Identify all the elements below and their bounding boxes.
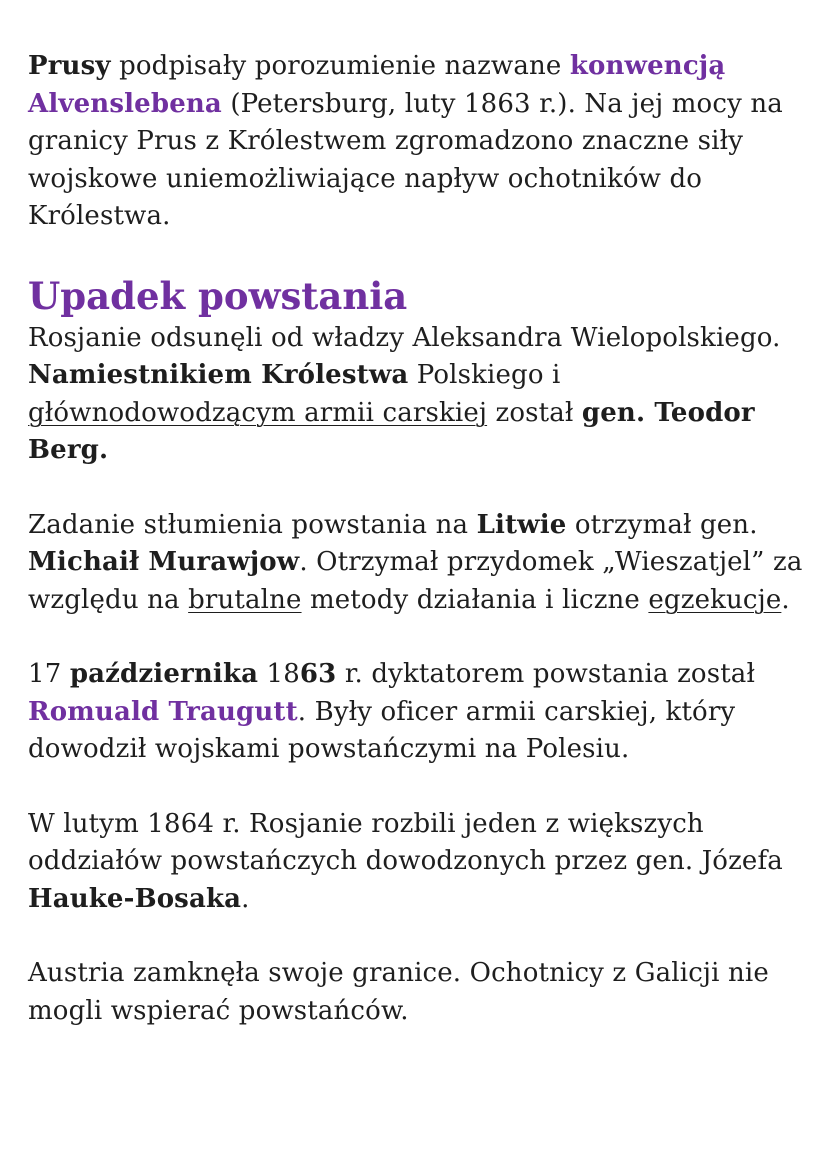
text-segment: W lutym 1864 r. Rosjanie rozbili jeden z większych oddziałów powstańczych dowodzonych przez gen. Józefa xyxy=(28,808,783,876)
term-litwa: Litwie xyxy=(476,509,567,540)
text-segment: Rosjanie odsunęli od władzy Aleksandra Wielopolskiego. xyxy=(28,322,781,353)
text-segment: . xyxy=(241,883,250,914)
document-page xyxy=(28,48,818,1030)
paragraph-wielopolski-berg xyxy=(28,320,818,470)
paragraph-austria xyxy=(28,955,818,1030)
term-egzekucje: egzekucje xyxy=(648,584,782,615)
text-segment: . xyxy=(781,584,790,615)
term-namiestnik: Namiestnikiem Królestwa xyxy=(28,360,409,390)
paragraph-prusy-convention xyxy=(28,48,818,236)
term-glownodowodzacy: głównodowodzącym armii carskiej xyxy=(28,397,488,428)
text-segment: . Były oficer armii carskiej, który dowodził wojskami powstańczymi na Polesiu. xyxy=(28,696,736,764)
term-year-63: 63 xyxy=(299,659,337,689)
term-brutalne: brutalne xyxy=(188,584,302,615)
section-heading-upadek-powstania: Upadek powstania xyxy=(28,273,408,318)
paragraph-hauke-bosak xyxy=(28,806,818,919)
text-segment: metody działania i liczne xyxy=(301,584,649,615)
text-segment: Austria zamknęła swoje granice. Ochotnicy z Galicji nie mogli wspierać powstańców. xyxy=(28,958,769,1026)
text-segment: 18 xyxy=(258,659,300,689)
term-murawjow: Michaił Murawjow xyxy=(28,547,300,577)
term-pazdziernik: października xyxy=(69,659,259,689)
text-segment: r. dyktatorem powstania został xyxy=(336,659,756,689)
term-konwencja-alvenslebena: konwencją Alvenslebena xyxy=(28,51,726,119)
text-segment: podpisały porozumienie nazwane xyxy=(110,51,570,81)
text-segment: otrzymał gen. xyxy=(566,509,758,540)
term-prusy: Prusy xyxy=(28,51,111,81)
text-segment: 17 xyxy=(28,659,70,689)
term-teodor-berg: gen. Teodor Berg. xyxy=(28,397,755,465)
text-segment: Zadanie stłumienia powstania na xyxy=(28,509,477,540)
text-segment: . Otrzymał przydomek „Wieszatjel” za względu na xyxy=(28,547,803,615)
text-segment: został xyxy=(487,397,582,428)
paragraph-traugutt xyxy=(28,656,818,769)
term-hauke-bosak: Hauke-Bosaka xyxy=(28,883,242,914)
text-segment: Polskiego i xyxy=(408,360,561,390)
paragraph-litwa-murawjow xyxy=(28,507,818,620)
text-segment: (Petersburg, luty 1863 r.). Na jej mocy na granicy Prus z Królestwem zgromadzono znaczne siły wojskowe uniemożliwiające napływ ochotników do Królestwa. xyxy=(28,88,783,231)
term-romuald-traugutt: Romuald Traugutt xyxy=(28,696,298,727)
